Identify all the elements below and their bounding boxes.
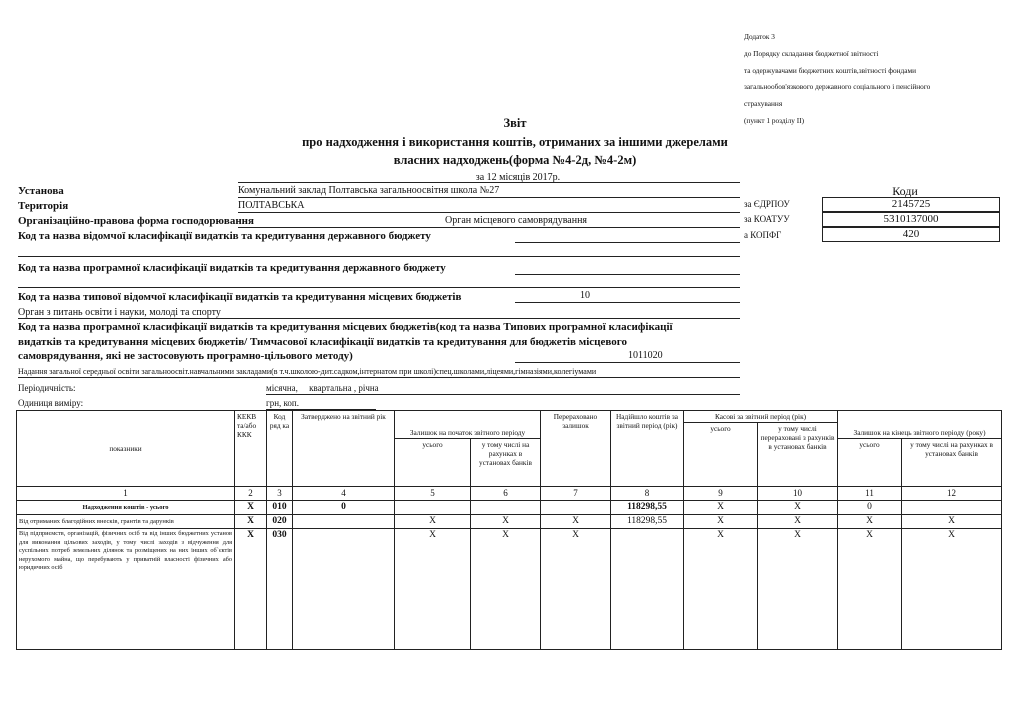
periodicity-value: місячна, квартальна , річна <box>266 383 379 393</box>
row-balance-end-total: X <box>838 515 902 529</box>
periodicity-underline <box>266 394 740 395</box>
table-row <box>17 515 1002 529</box>
local-program-code: 1011020 <box>628 350 663 361</box>
row-balance-start-banks: X <box>471 515 541 529</box>
row-balance-end-total: X <box>838 529 902 650</box>
header-balance-end-total: усього <box>838 439 902 487</box>
row-balance-start-banks: X <box>471 529 541 650</box>
local-program-description: Надання загальної середньої освіти загальноосвіт.навчальними закладами(в т.ч.школою-дит.садком,інтернатом при школі)спец.школами,ліцеями,гімназіями,колегіумами <box>18 367 597 376</box>
header-indicators: показники <box>17 411 235 487</box>
column-number: 9 <box>684 487 758 501</box>
appendix-line: до Порядку складання бюджетної звітності <box>744 48 879 58</box>
program-class-underline-2 <box>18 287 740 288</box>
row-transferred: X <box>541 515 611 529</box>
institution-label: Установа <box>18 185 64 197</box>
local-program-underline <box>515 362 740 363</box>
row-code: 010 <box>267 501 293 515</box>
header-balance-start-banks: у тому числі на рахунках в установах банків <box>471 439 541 487</box>
report-title: Звіт <box>503 116 527 130</box>
edrpou-label: за ЄДРПОУ <box>744 199 790 209</box>
row-received: 118298,55 <box>611 515 684 529</box>
kopfg-code: 420 <box>822 227 1000 242</box>
koatuu-label: за КОАТУУ <box>744 214 790 224</box>
row-cash-total: X <box>684 529 758 650</box>
appendix-line: загальнообов'язкового державного соціального і пенсійного <box>744 82 931 92</box>
program-class-underline <box>515 274 740 275</box>
row-received: 118298,55 <box>611 501 684 515</box>
legal-form-value: Орган місцевого самоврядування <box>445 215 588 226</box>
appendix-line: Додаток 3 <box>744 32 775 41</box>
dept-class-label: Код та назва відомчої класифікації видатків та кредитування державного бюджету <box>18 230 431 242</box>
row-approved: 0 <box>293 501 395 515</box>
row-kekv: X <box>235 529 267 650</box>
row-transferred <box>541 501 611 515</box>
row-cash-total: X <box>684 501 758 515</box>
column-number: 7 <box>541 487 611 501</box>
report-form-name: власних надходжень(форма №4-2д, №4-2м) <box>393 153 637 167</box>
column-number: 3 <box>267 487 293 501</box>
territory-underline <box>238 212 740 213</box>
row-code: 020 <box>267 515 293 529</box>
table-header-row <box>17 411 1002 423</box>
row-name: Надходження коштів - усього <box>17 501 235 515</box>
header-balance-end-banks: у тому числі на рахунках в установах банків <box>902 439 1002 487</box>
typical-class-label: Код та назва типової відомчої класифікації видатків та кредитування місцевих бюджетів <box>18 291 462 303</box>
row-balance-start-total: X <box>395 529 471 650</box>
column-number: 8 <box>611 487 684 501</box>
row-name: Від підприємств, організацій, фізичних осіб та від інших бюджетних установ для виконання цільових заходів, у тому числі заходів з відчуження для суспільних потреб земельних ділянок та розміщених на них інших об`єктів нерухомого майна, що перебувають у приватній власності фізичних або юридичних осіб <box>17 529 235 650</box>
local-program-label-3: самоврядування, які не застосовують програмно-цільового методу) <box>18 350 353 362</box>
table-row <box>17 529 1002 650</box>
row-cash-banks: X <box>758 501 838 515</box>
unit-value: грн, коп. <box>266 398 299 408</box>
program-class-label: Код та назва програмної класифікації видатків та кредитування державного бюджету <box>18 262 446 274</box>
row-name: Від отриманих благодійних внесків, грантів та дарунків <box>17 515 235 529</box>
typical-class-organ: Орган з питань освіти і науки, молоді та спорту <box>18 307 221 318</box>
row-balance-end-banks: X <box>902 515 1002 529</box>
header-kekv: КЕКВ та/або ККК <box>235 411 267 487</box>
kopfg-label: а КОПФГ <box>744 230 782 240</box>
territory-value: ПОЛТАВСЬКА <box>238 200 305 211</box>
period-underline <box>238 182 740 183</box>
header-row-code: Код ряд ка <box>267 411 293 487</box>
row-approved <box>293 529 395 650</box>
local-program-underline-2 <box>18 377 740 378</box>
appendix-line: та одержувачами бюджетних коштів,звітності фондами <box>744 65 917 75</box>
row-balance-end-banks: X <box>902 529 1002 650</box>
row-balance-start-banks <box>471 501 541 515</box>
report-subtitle: про надходження і використання коштів, отриманих за іншими джерелами <box>302 135 728 149</box>
appendix-line: (пункт 1 розділу II) <box>744 115 805 125</box>
column-number: 11 <box>838 487 902 501</box>
edrpou-code: 2145725 <box>822 197 1000 212</box>
local-program-label-2: видатків та кредитування місцевих бюджетів/ Тимчасової класифікації видатків та кредитування для бюджетів місцевого <box>18 336 627 348</box>
header-received: Надійшло коштів за звітний період (рік) <box>611 411 684 487</box>
report-period: за 12 місяців 2017р. <box>475 172 561 183</box>
header-transferred: Перераховано залишок <box>541 411 611 487</box>
header-approved: Затверджено на звітний рік <box>293 411 395 487</box>
typical-class-value: 10 <box>580 290 590 301</box>
row-balance-end-total: 0 <box>838 501 902 515</box>
legal-form-label: Організаційно-правова форма господорювання <box>18 215 254 227</box>
row-cash-banks: X <box>758 529 838 650</box>
appendix-note <box>744 29 930 130</box>
column-number: 1 <box>17 487 235 501</box>
koatuu-code: 5310137000 <box>822 212 1000 227</box>
header-cash: Касові за звітний період (рік) <box>684 411 838 423</box>
row-received <box>611 529 684 650</box>
header-cash-total: усього <box>684 423 758 487</box>
typical-class-underline-2 <box>18 318 740 319</box>
header-balance-start: Залишок на початок звітного періоду <box>395 411 541 439</box>
row-balance-start-total <box>395 501 471 515</box>
report-table <box>16 410 1002 650</box>
local-program-label-1: Код та назва програмної класифікації видатків та кредитування місцевих бюджетів(код та назва Типових програмної класифікації <box>18 321 673 333</box>
row-code: 030 <box>267 529 293 650</box>
column-number: 10 <box>758 487 838 501</box>
appendix-line: страхування <box>744 99 783 109</box>
header-cash-banks: у тому числі перераховані з рахунків в установах банків <box>758 423 838 487</box>
row-balance-start-total: X <box>395 515 471 529</box>
row-cash-total: X <box>684 515 758 529</box>
territory-label: Територія <box>18 200 69 212</box>
codes-header: Коди <box>892 184 918 198</box>
periodicity-label: Періодичність: <box>18 383 76 393</box>
legal-form-underline <box>238 227 740 228</box>
row-kekv: X <box>235 501 267 515</box>
row-transferred: X <box>541 529 611 650</box>
header-balance-start-total: усього <box>395 439 471 487</box>
column-number: 5 <box>395 487 471 501</box>
header-balance-end: Залишок на кінець звітного періоду (року) <box>838 411 1002 439</box>
table-row <box>17 501 1002 515</box>
column-number: 12 <box>902 487 1002 501</box>
unit-label: Одиниця виміру: <box>18 398 84 408</box>
dept-class-underline-2 <box>18 256 740 257</box>
typical-class-underline <box>515 302 740 303</box>
row-kekv: X <box>235 515 267 529</box>
dept-class-underline <box>515 242 740 243</box>
row-approved <box>293 515 395 529</box>
institution-value: Комунальний заклад Полтавська загальноосвітня школа №27 <box>238 185 500 196</box>
column-number: 6 <box>471 487 541 501</box>
row-cash-banks: X <box>758 515 838 529</box>
column-number: 4 <box>293 487 395 501</box>
column-numbers-row <box>17 487 1002 501</box>
row-balance-end-banks <box>902 501 1002 515</box>
column-number: 2 <box>235 487 267 501</box>
institution-underline <box>238 197 740 198</box>
